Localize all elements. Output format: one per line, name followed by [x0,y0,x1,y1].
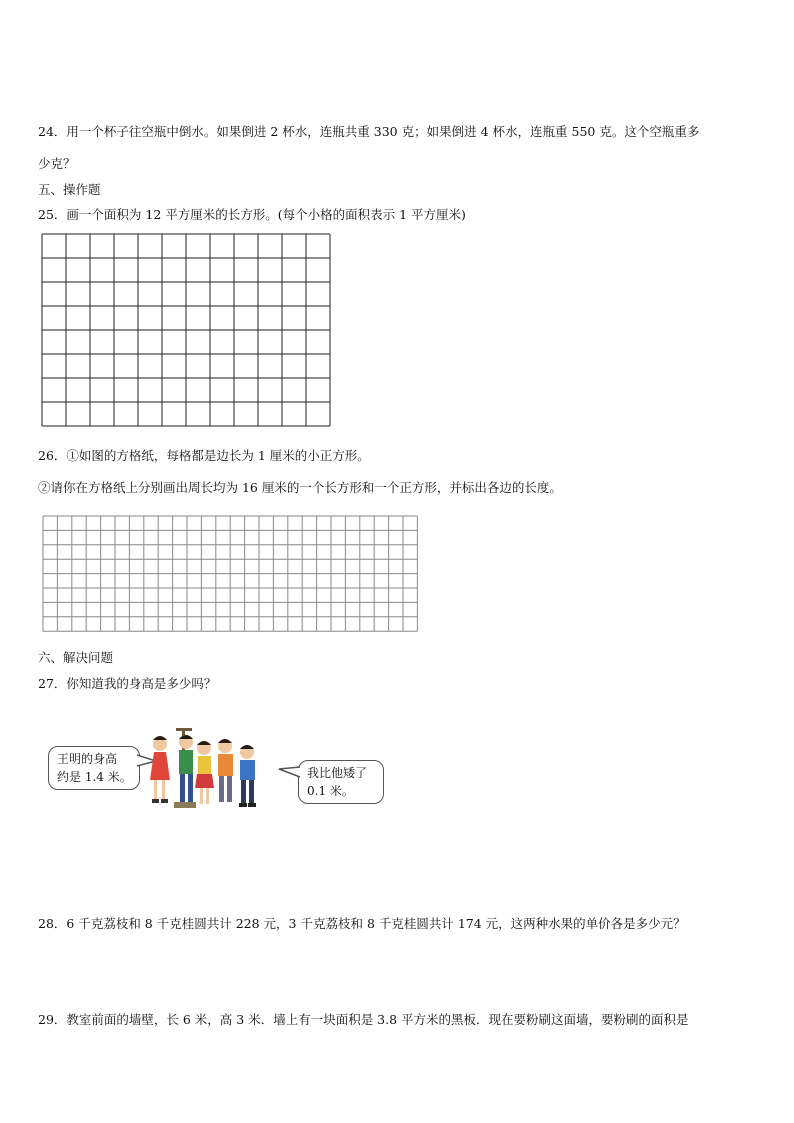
bubble-right-line2: 0.1 米。 [307,784,354,798]
bubble-left-line2: 约是 1.4 米。 [57,770,132,784]
speech-bubble-left [48,746,140,790]
q24-line1: 24．用一个杯子往空瓶中倒水。如果倒进 2 杯水，连瓶共重 330 克；如果倒进 4 杯水，连瓶重 550 克。这个空瓶重多 [38,124,700,139]
bubble-left-line1: 王明的身高 [57,752,118,766]
speech-bubble-right [298,760,384,804]
q26-line2: ②请你在方格纸上分别画出周长均为 16 厘米的一个长方形和一个正方形，并标出各边的长度。 [38,480,562,495]
children-measuring-height-illustration [146,722,272,814]
q29-text: 29．教室前面的墙壁，长 6 米，高 3 米．墙上有一块面积是 3.8 平方米的黑板．现在要粉刷这面墙，要粉刷的面积是 [38,1012,689,1027]
q24-line2: 少克？ [38,156,76,171]
q25-text: 25．画一个面积为 12 平方厘米的长方形。(每个小格的面积表示 1 平方厘米) [38,207,466,222]
q26-drawing-grid[interactable] [42,515,418,637]
bubble-right-tail [277,763,301,781]
q26-line1: 26．①如图的方格纸，每格都是边长为 1 厘米的小正方形。 [38,448,370,463]
bubble-right-line1: 我比他矮了 [307,766,368,780]
section-5-heading: 五、操作题 [38,182,101,197]
q27-text: 27．你知道我的身高是多少吗？ [38,676,217,691]
q25-drawing-grid[interactable] [41,233,331,433]
section-6-heading: 六、解决问题 [38,650,114,665]
q28-text: 28．6 千克荔枝和 8 千克桂圆共计 228 元，3 千克荔枝和 8 千克桂圆共计 174 元，这两种水果的单价各是多少元？ [38,916,686,931]
